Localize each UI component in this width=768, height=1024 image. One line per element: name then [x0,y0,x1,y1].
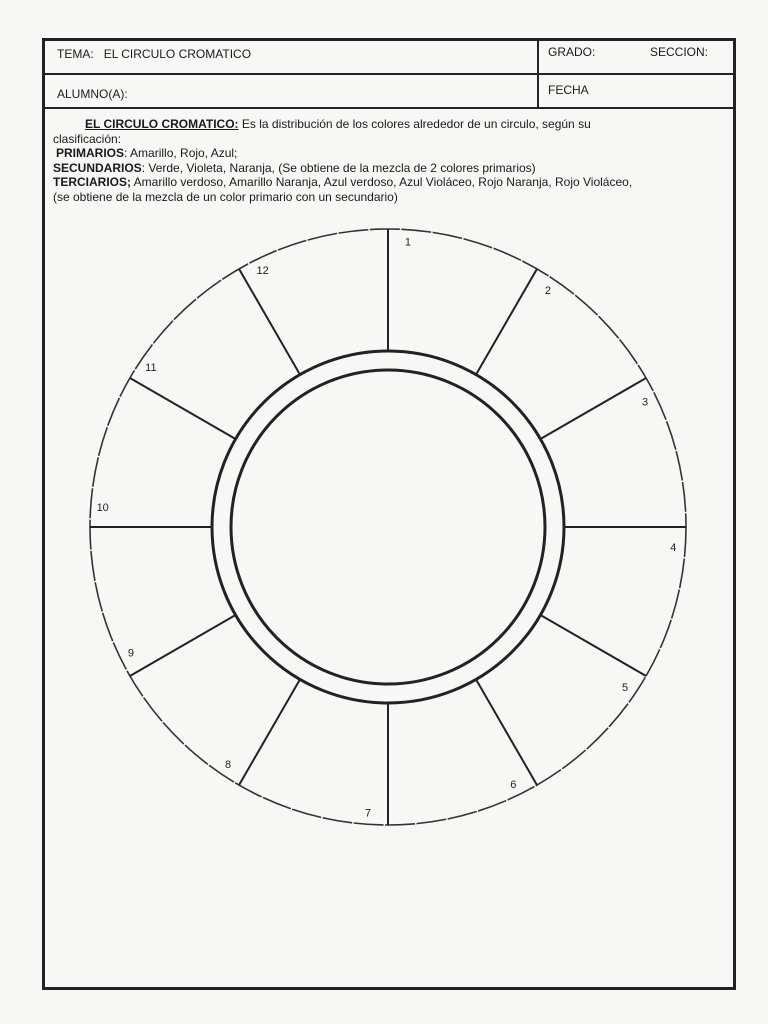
secundarios-note: (Se obtiene de la mezcla de 2 colores primarios) [278,160,536,175]
segment-number: 5 [622,681,629,694]
grado-label: GRADO: [548,45,596,59]
secundarios-text: : Verde, Violeta, Naranja, [141,160,279,175]
segment-divider [540,378,649,439]
intro-continuation: clasificación: [53,131,122,146]
alumno-label: ALUMNO(A): [57,87,128,101]
segment-number: 4 [670,541,677,554]
segment-number: 12 [256,264,269,277]
segment-number: 2 [544,284,551,297]
section-heading: EL CIRCULO CROMATICO: [85,117,239,131]
segment-divider [540,615,646,676]
segment-number: 9 [127,647,135,660]
tema-label: TEMA: [57,47,94,61]
segment-divider [476,679,537,785]
middle-ring [212,351,564,703]
segment-divider [476,269,537,375]
terciarios-label: TERCIARIOS; [53,175,131,189]
inner-ring [231,370,545,684]
segment-number: 7 [364,807,372,820]
segment-dividers [90,229,686,825]
segment-divider [130,378,236,439]
segment-number: 11 [145,362,157,375]
seccion-label: SECCION: [650,45,709,59]
segment-number: 1 [404,236,412,249]
tema-value: EL CIRCULO CROMATICO [103,47,252,61]
primarios-text: : Amarillo, Rojo, Azul; [124,146,238,160]
segment-divider [239,679,300,785]
fecha-label: FECHA [548,83,589,97]
segment-number: 6 [510,779,517,792]
primarios-label: PRIMARIOS [56,146,125,160]
secundarios-label: SECUNDARIOS [53,160,142,175]
segment-divider [127,615,236,676]
segment-number: 8 [225,759,232,772]
segment-number: 10 [96,502,109,515]
segment-divider [239,269,300,375]
terciarios-text: Amarillo verdoso, Amarillo Naranja, Azul verdoso, Azul Violáceo, Rojo Naranja, Rojo Violáceo, [131,175,633,189]
intro-text: Es la distribución de los colores alrededor de un circulo, según su [238,117,591,131]
segment-number: 3 [641,396,649,409]
terciarios-note: (se obtiene de la mezcla de un color primario con un secundario) [53,189,398,204]
